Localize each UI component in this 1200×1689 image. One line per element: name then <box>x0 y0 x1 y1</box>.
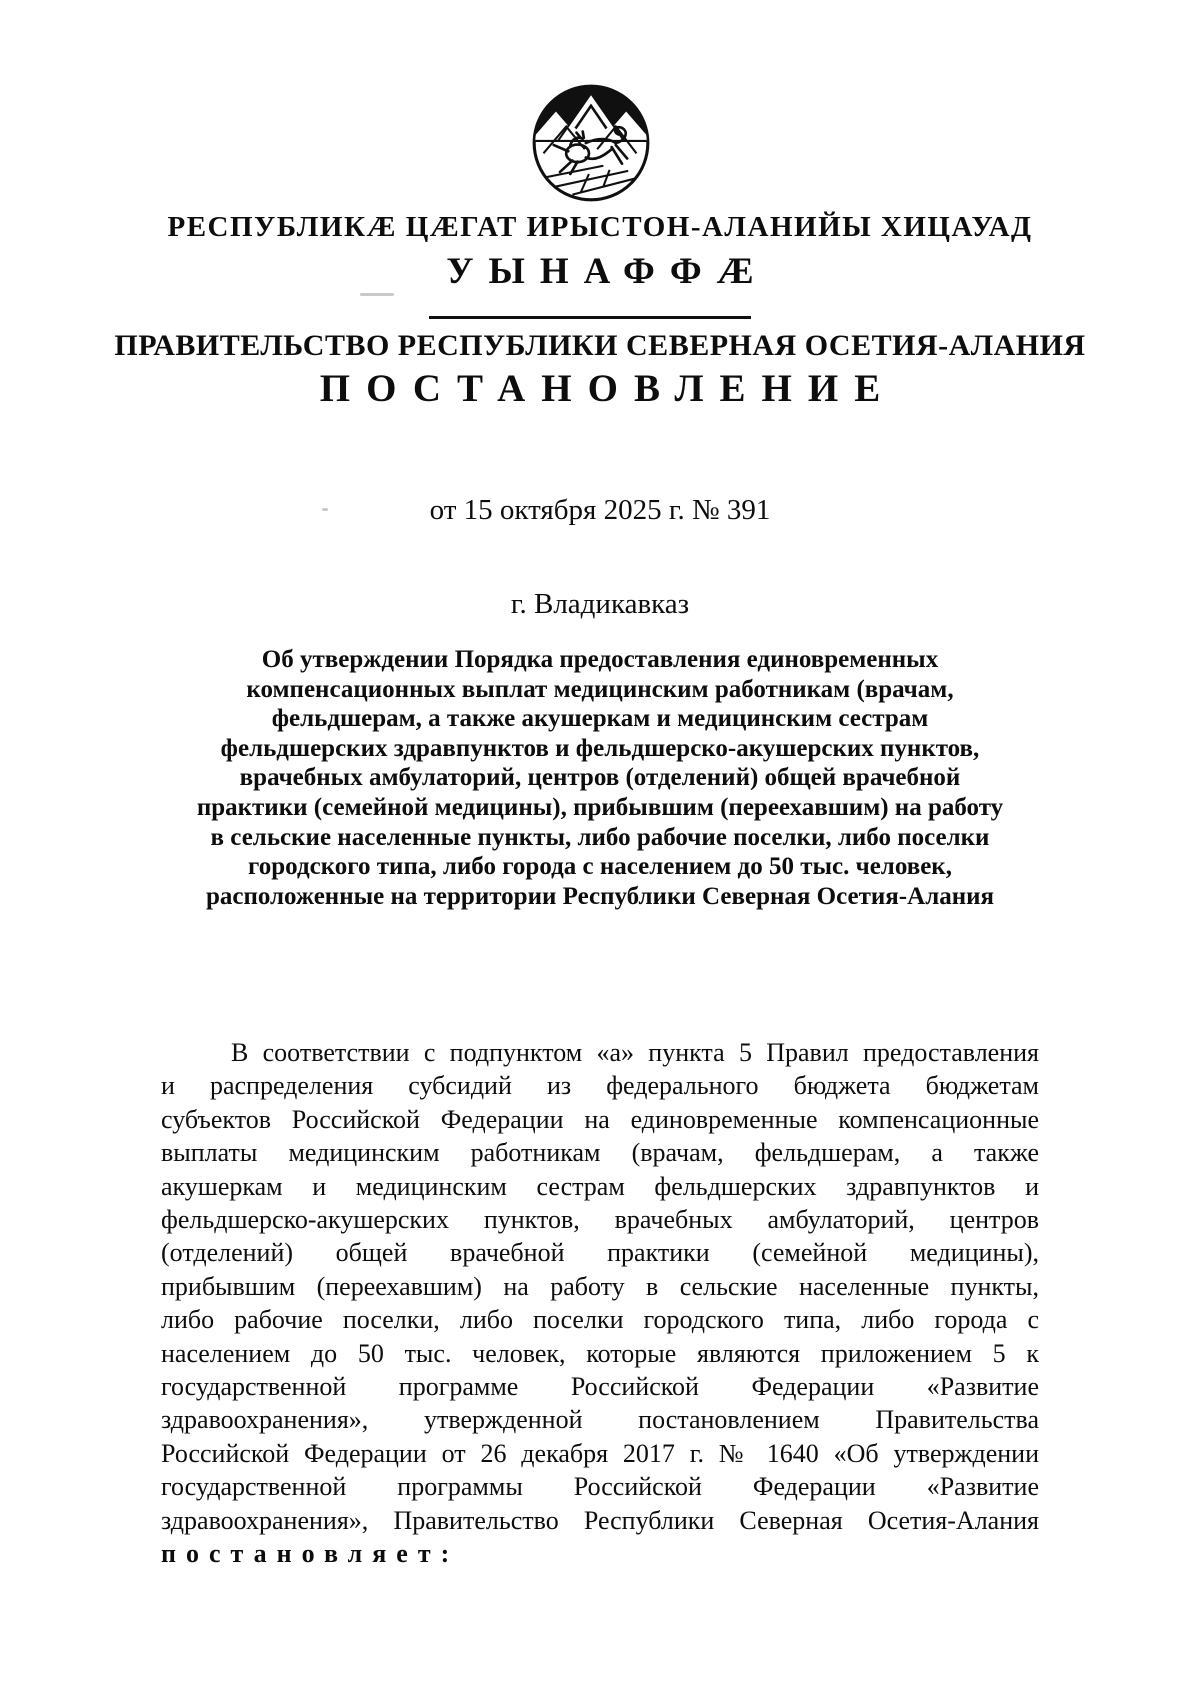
title-line: фельдшерам, а также акушеркам и медицинским сестрам <box>271 705 929 733</box>
title-line: в сельские населенные пункты, либо рабочие поселки, либо поселки <box>210 823 990 851</box>
body-line: населением до 50 тыс. человек, которые являются приложением 5 к <box>161 1338 1039 1368</box>
scan-noise <box>322 508 328 511</box>
title-line: Об утверждении Порядка предоставления единовременных <box>261 646 939 673</box>
title-line: расположенные на территории Республики Северная Осетия-Алания <box>205 882 995 910</box>
header-decree-ossetian: УЫНАФФÆ <box>446 251 769 292</box>
resolution-word: постановляет: <box>161 1539 460 1569</box>
body-line: фельдшерско-акушерских пунктов, врачебных амбулаторий, центров <box>161 1205 1039 1235</box>
body-line: Российской Федерации от 26 декабря 2017 г. № 1640 «Об утверждении <box>161 1438 1039 1468</box>
title-line: практики (семейной медицины), прибывшим (переехавшим) на работу <box>196 793 1004 821</box>
body-line: государственной программе Российской Федерации «Развитие <box>161 1372 1039 1402</box>
body-line: прибывшим (переехавшим) на работу в сельские населенные пункты, <box>161 1271 1039 1301</box>
body-line: здравоохранения», утвержденной постановлением Правительства <box>161 1405 1039 1435</box>
body-line: здравоохранения», Правительство Республики Северная Осетия-Алания <box>161 1505 1039 1535</box>
body-line: В соответствии с подпунктом «а» пункта 5 Правил предоставления <box>231 1038 1039 1067</box>
body-line: государственной программы Российской Федерации «Развитие <box>161 1472 1039 1502</box>
decree-date-number: от 15 октября 2025 г. № 391 <box>429 494 771 526</box>
header-republic-ossetian: РЕСПУБЛИКÆ ЦÆГАТ ИРЫСТОН-АЛАНИЙЫ ХИЦАУАД <box>167 211 1033 243</box>
decree-city: г. Владикавказ <box>510 588 690 620</box>
body-line: акушеркам и медицинским сестрам фельдшерских здравпунктов и <box>161 1171 1039 1201</box>
decree-body-paragraph <box>161 1036 1039 1571</box>
decree-title <box>140 645 1060 911</box>
title-line: врачебных амбулаторий, центров (отделений) общей врачебной <box>239 764 961 792</box>
title-line: фельдшерских здравпунктов и фельдшерско-акушерских пунктов, <box>220 734 980 762</box>
body-line: либо рабочие поселки, либо поселки городского типа, либо города с <box>161 1305 1039 1335</box>
header-underline <box>429 316 751 319</box>
body-line: и распределения субсидий из федерального бюджета бюджетам <box>161 1071 1039 1101</box>
title-line: компенсационных выплат медицинским работникам (врачам, <box>246 675 954 703</box>
body-line: субъектов Российской Федерации на единовременные компенсационные <box>161 1104 1039 1134</box>
scan-noise <box>360 293 394 296</box>
header-republic-russian: ПРАВИТЕЛЬСТВО РЕСПУБЛИКИ СЕВЕРНАЯ ОСЕТИЯ-АЛАНИЯ <box>114 329 1086 362</box>
north-ossetia-coat-of-arms-icon <box>529 80 653 206</box>
body-line: выплаты медицинским работникам (врачам, фельдшерам, а также <box>161 1138 1039 1168</box>
header-decree-russian: ПОСТАНОВЛЕНИЕ <box>319 367 897 410</box>
title-line: городского типа, либо города с населением до 50 тыс. человек, <box>248 853 952 881</box>
body-line: (отделений) общей врачебной практики (семейной медицины), <box>161 1238 1039 1268</box>
